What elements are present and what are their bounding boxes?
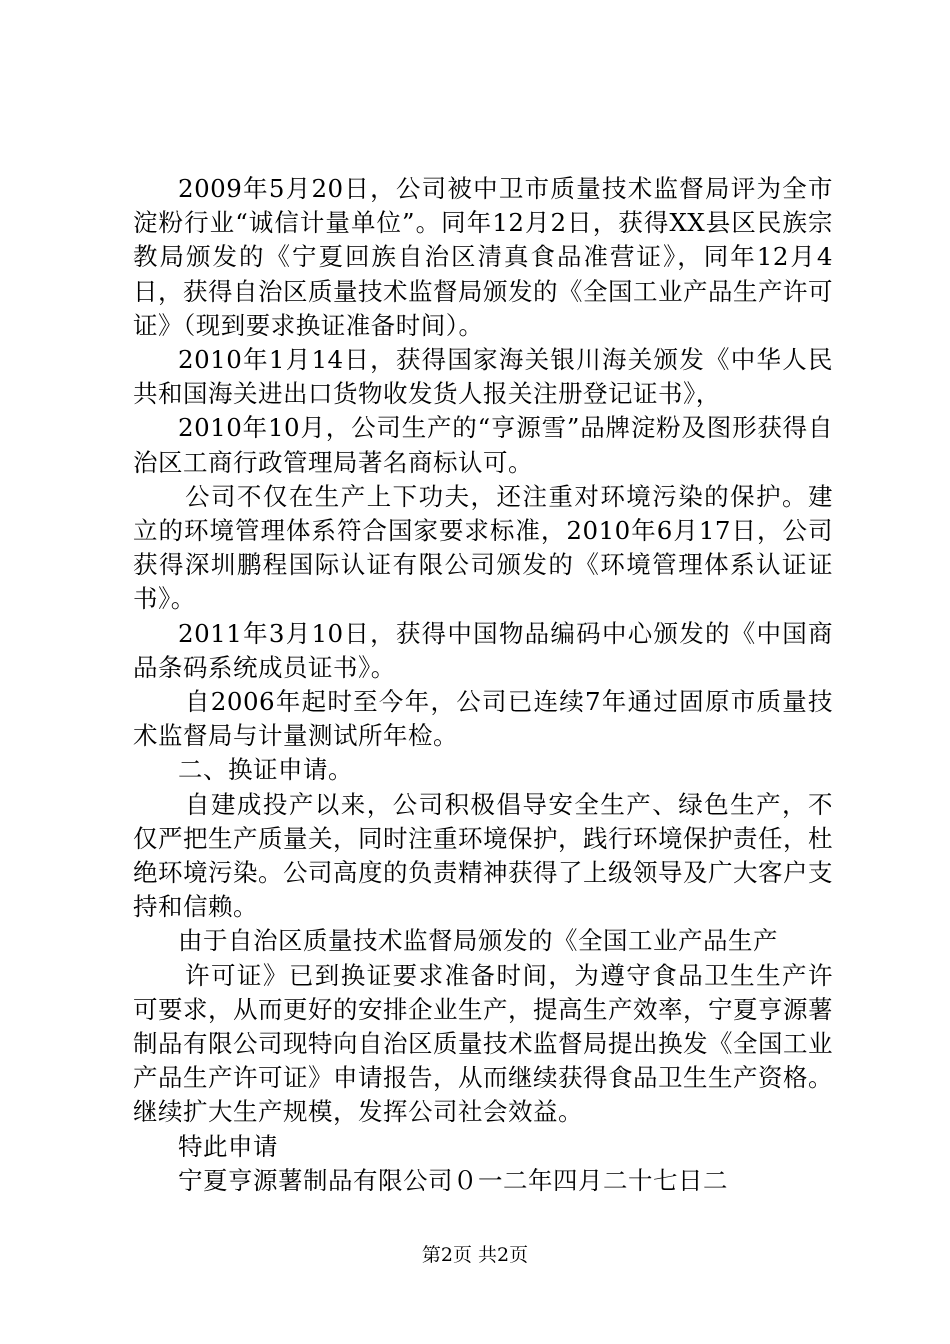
signature-line: 宁夏亨源薯制品有限公司０一二年四月二十七日二 (178, 1165, 728, 1195)
paragraph-2010-customs: 2010年1月14日，获得国家海关银川海关颁发《中华人民共和国海关进出口货物收发货人报关注册登记证书》， (133, 345, 833, 409)
paragraph-renewal-request: 许可证》已到换证要求准备时间，为遵守食品卫生生产许可要求，从而更好的安排企业生产，提高生产效率，宁夏亨源薯制品有限公司现特向自治区质量技术监督局提出换发《全国工业产品生产许可证》申请报告，从而继续获得食品卫生生产资格。继续扩大生产规模，发挥公司社会效益。 (133, 960, 833, 1127)
paragraph-safety: 自建成投产以来，公司积极倡导安全生产、绿色生产，不仅严把生产质量关，同时注重环境保护，践行环境保护责任，杜绝环境污染。公司高度的负责精神获得了上级领导及广大客户支持和信赖。 (133, 789, 833, 922)
paragraph-2009-awards: 2009年5月20日，公司被中卫市质量技术监督局评为全市淀粉行业“诚信计量单位”。同年12月2日，获得XX县区民族宗教局颁发的《宁夏回族自治区清真食品准营证》，同年12月4日，获得自治区质量技术监督局颁发的《全国工业产品生产许可证》（现到要求换证准备时间）。 (133, 174, 833, 340)
paragraph-environment: 公司不仅在生产上下功夫，还注重对环境污染的保护。建立的环境管理体系符合国家要求标准，2010年6月17日，公司获得深圳鹏程国际认证有限公司颁发的《环境管理体系认证证书》。 (133, 481, 833, 614)
closing-request: 特此申请 (178, 1131, 278, 1161)
paragraph-2010-trademark: 2010年10月，公司生产的“亨源雪”品牌淀粉及图形获得自治区工商行政管理局著名商标认可。 (133, 413, 833, 477)
document-body (133, 172, 833, 1198)
paragraph-renewal-reason: 由于自治区质量技术监督局颁发的《全国工业产品生产 (178, 926, 778, 956)
paragraph-2011-barcode: 2011年3月10日，获得中国物品编码中心颁发的《中国商品条码系统成员证书》。 (133, 618, 833, 682)
page-footer: 第2页 共2页 (421, 1244, 529, 1266)
paragraph-annual-inspection: 自2006年起时至今年，公司已连续7年通过固原市质量技术监督局与计量测试所年检。 (133, 687, 833, 751)
section-heading-renewal: 二、换证申请。 (178, 755, 353, 785)
